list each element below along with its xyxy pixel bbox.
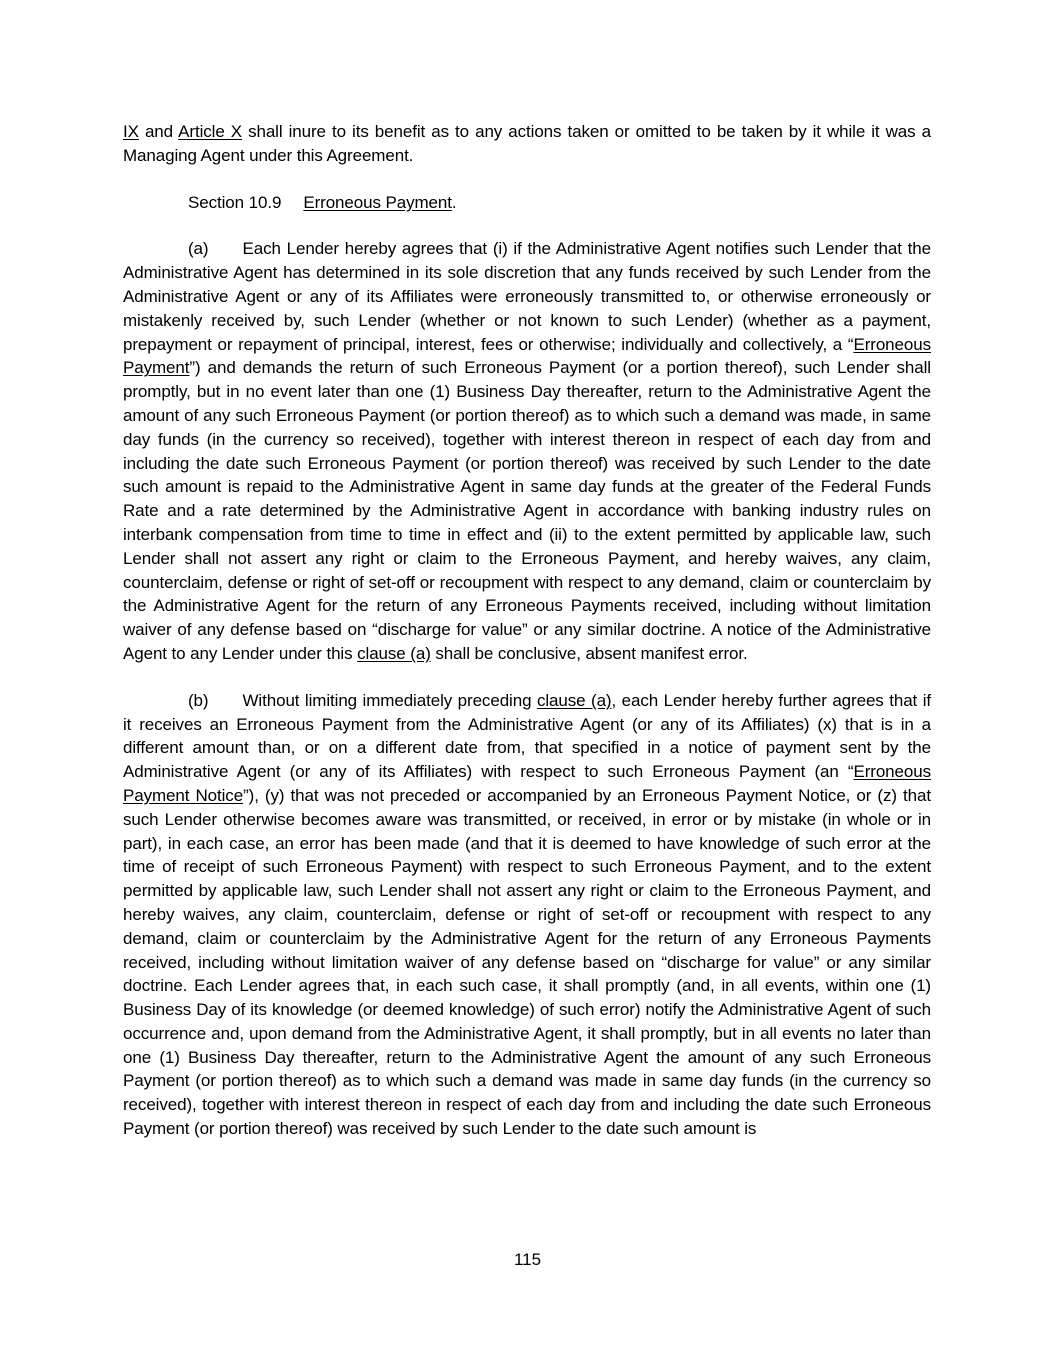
text-segment: , each Lender hereby further agrees that if it receives an Erroneous Payment from the Administrative Agent (or any of its Affiliates) (x) that is in a different amount than, or on a different date from, that specified in a notice of payment sent by the Administrative Agent (or any of its Affiliates) with respect to such Erroneous Payment (an “ — [123, 690, 931, 782]
text-segment: shall inure to its benefit as to any actions taken or omitted to be taken by it while it was a Managing Agent under this Agreement. — [123, 122, 931, 165]
underlined-term: clause (a) — [536, 690, 612, 710]
paragraph-heading — [123, 191, 931, 215]
underlined-term: Erroneous Payment — [123, 334, 931, 378]
underlined-term: Erroneous Payment Notice — [123, 762, 931, 805]
paragraph-body — [123, 689, 931, 1141]
paragraph-continuation — [123, 120, 931, 168]
paragraph-body — [123, 237, 931, 665]
text-segment: Section 10.9 — [188, 192, 282, 212]
underlined-term: Erroneous Payment — [303, 192, 452, 212]
text-segment: (a) — [188, 239, 209, 259]
text-segment: shall be conclusive, absent manifest error. — [430, 643, 748, 663]
text-segment: and — [138, 122, 179, 141]
document-content — [123, 120, 931, 1164]
text-segment: ”), (y) that was not preceded or accompanied by an Erroneous Payment Notice, or (z) that such Lender otherwise becomes aware was transmitted, or received, in error or by mistake (in whole or in part), in each case, an error has been made (and that it is deemed to have knowledge of such error at the time of receipt of such Erroneous Payment) with respect to such Erroneous Payment, and to the extent permitted by applicable law, such Lender shall not assert any right or claim to the Erroneous Payment, and hereby waives, any claim, counterclaim, defense or right of set-off or recoupment with respect to any demand, claim or counterclaim by the Administrative Agent for the return of any Erroneous Payments received, including without limitation waiver of any defense based on “discharge for value” or any similar doctrine. Each Lender agrees that, in each such case, it shall promptly (and, in all events, within one (1) Business Day of its knowledge (or deemed knowledge) of such error) notify the Administrative Agent of such occurrence and, upon demand from the Administrative Agent, it shall promptly, but in all events no later than one (1) Business Day thereafter, return to the Administrative Agent the amount of any such Erroneous Payment (or portion thereof) as to which such a demand was made in same day funds (in the currency so received), together with interest thereon in respect of each day from and including the date such Erroneous Payment (or portion thereof) was received by such Lender to the date such amount is — [123, 785, 931, 1139]
text-segment: . — [451, 192, 457, 212]
underlined-term: Article X — [178, 122, 242, 141]
underlined-term: clause (a) — [357, 643, 431, 663]
tab-spacer — [281, 207, 303, 208]
tab-spacer — [208, 253, 242, 254]
text-segment: Without limiting immediately preceding — [242, 690, 537, 710]
tab-spacer — [208, 705, 242, 706]
page-number: 115 — [513, 1250, 542, 1269]
underlined-term: IX — [123, 122, 139, 141]
text-segment: Each Lender hereby agrees that (i) if the Administrative Agent notifies such Lender that the Administrative Agent has determined in its sole discretion that any funds received by such Lender from the Administrative Agent or any of its Affiliates were erroneously transmitted to, or otherwise erroneously or mistakenly received by, such Lender (whether or not known to such Lender) (whether as a payment, prepayment or repayment of principal, interest, fees or otherwise; individually and collectively, a “ — [123, 239, 931, 354]
text-segment: ”) and demands the return of such Erroneous Payment (or a portion thereof), such Lender shall promptly, but in no event later than one (1) Business Day thereafter, return to the Administrative Agent the amount of any such Erroneous Payment (or portion thereof) as to which such a demand was made, in same day funds (in the currency so received), together with interest thereon in respect of each day from and including the date such Erroneous Payment (or portion thereof) was received by such Lender to the date such amount is repaid to the Administrative Agent in same day funds at the greater of the Federal Funds Rate and a rate determined by the Administrative Agent in accordance with banking industry rules on interbank compensation from time to time in effect and (ii) to the extent permitted by applicable law, such Lender shall not assert any right or claim to the Erroneous Payment, and hereby waives, any claim, counterclaim, defense or right of set-off or recoupment with respect to any demand, claim or counterclaim by the Administrative Agent for the return of any Erroneous Payments received, including without limitation waiver of any defense based on “discharge for value” or any similar doctrine. A notice of the Administrative Agent to any Lender under this — [123, 358, 931, 663]
text-segment: (b) — [188, 690, 209, 710]
